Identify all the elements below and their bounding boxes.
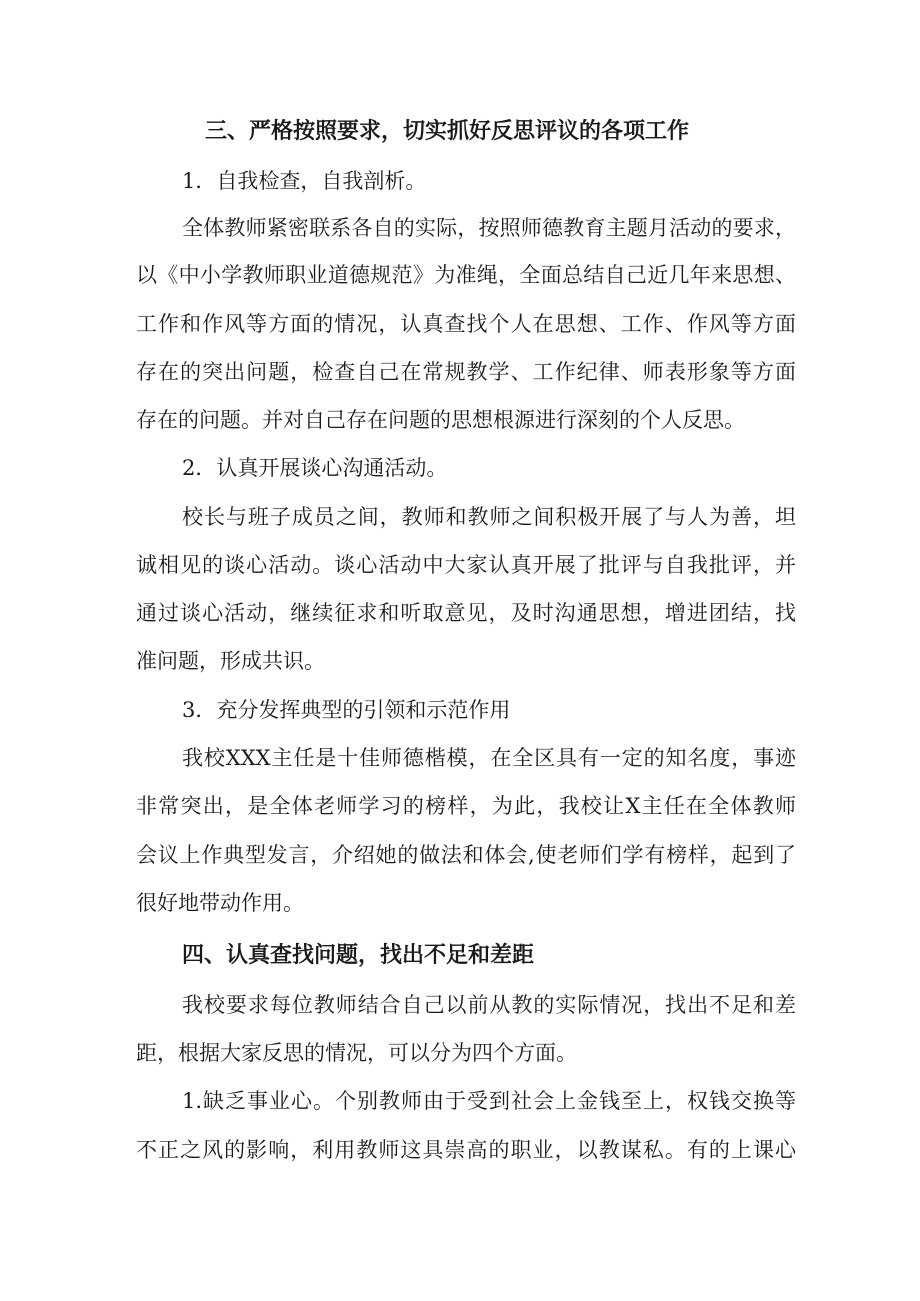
item2-line-4: 准问题，形成共识。 [136,649,325,673]
item1-line-5: 存在的问题。并对自己存在问题的思想根源进行深刻的个人反思。 [136,408,745,432]
item1-line-4: 存在的突出问题，检查自己在常规教学、工作纪律、师表形象等方面 [136,360,796,384]
section3-heading: 三、严格按照要求，切实抓好反思评议的各项工作 [205,119,690,144]
item2-line-1: 校长与班子成员之间，教师和教师之间积极开展了与人为善，坦 [182,505,796,529]
item3-line-3: 会议上作典型发言，介绍她的做法和体会,使老师们学有榜样，起到了 [136,843,796,867]
item3-line-1: 我校XXX主任是十佳师德楷模，在全区具有一定的知名度，事迹 [182,746,796,770]
section4-item1-line-2: 不正之风的影响，利用教师这具崇高的职业，以教谋私。有的上课心 [136,1138,796,1162]
section4-intro-line-2: 距，根据大家反思的情况，可以分为四个方面。 [136,1041,577,1065]
section4-heading: 四、认真查找问题，找出不足和差距 [182,943,535,968]
item3-line-4: 很好地带动作用。 [136,891,304,915]
item3-line-2: 非常突出，是全体老师学习的榜样，为此，我校让X主任在全体教师 [136,794,796,818]
section4-intro-line-1: 我校要求每位教师结合自己以前从教的实际情况，找出不足和差 [182,993,796,1017]
item2-line-3: 通过谈心活动，继续征求和听取意见，及时沟通思想，增进团结，找 [136,601,796,625]
item1-line-1: 全体教师紧密联系各自的实际，按照师德教育主题月活动的要求， [182,216,796,240]
item1-line-3: 工作和作风等方面的情况，认真查找个人在思想、工作、作风等方面 [136,312,796,336]
section4-item1-line-1: 1.缺乏事业心。个别教师由于受到社会上金钱至上，权钱交换等 [182,1089,796,1113]
item3-title: 3．充分发挥典型的引领和示范作用 [182,698,511,722]
item1-title: 1．自我检查，自我剖析。 [182,169,427,193]
item2-line-2: 诚相见的谈心活动。谈心活动中大家认真开展了批评与自我批评，并 [136,553,796,577]
item1-line-2: 以《中小学教师职业道德规范》为准绳，全面总结自己近几年来思想、 [136,263,796,287]
item2-title: 2．认真开展谈心沟通活动。 [182,456,448,480]
